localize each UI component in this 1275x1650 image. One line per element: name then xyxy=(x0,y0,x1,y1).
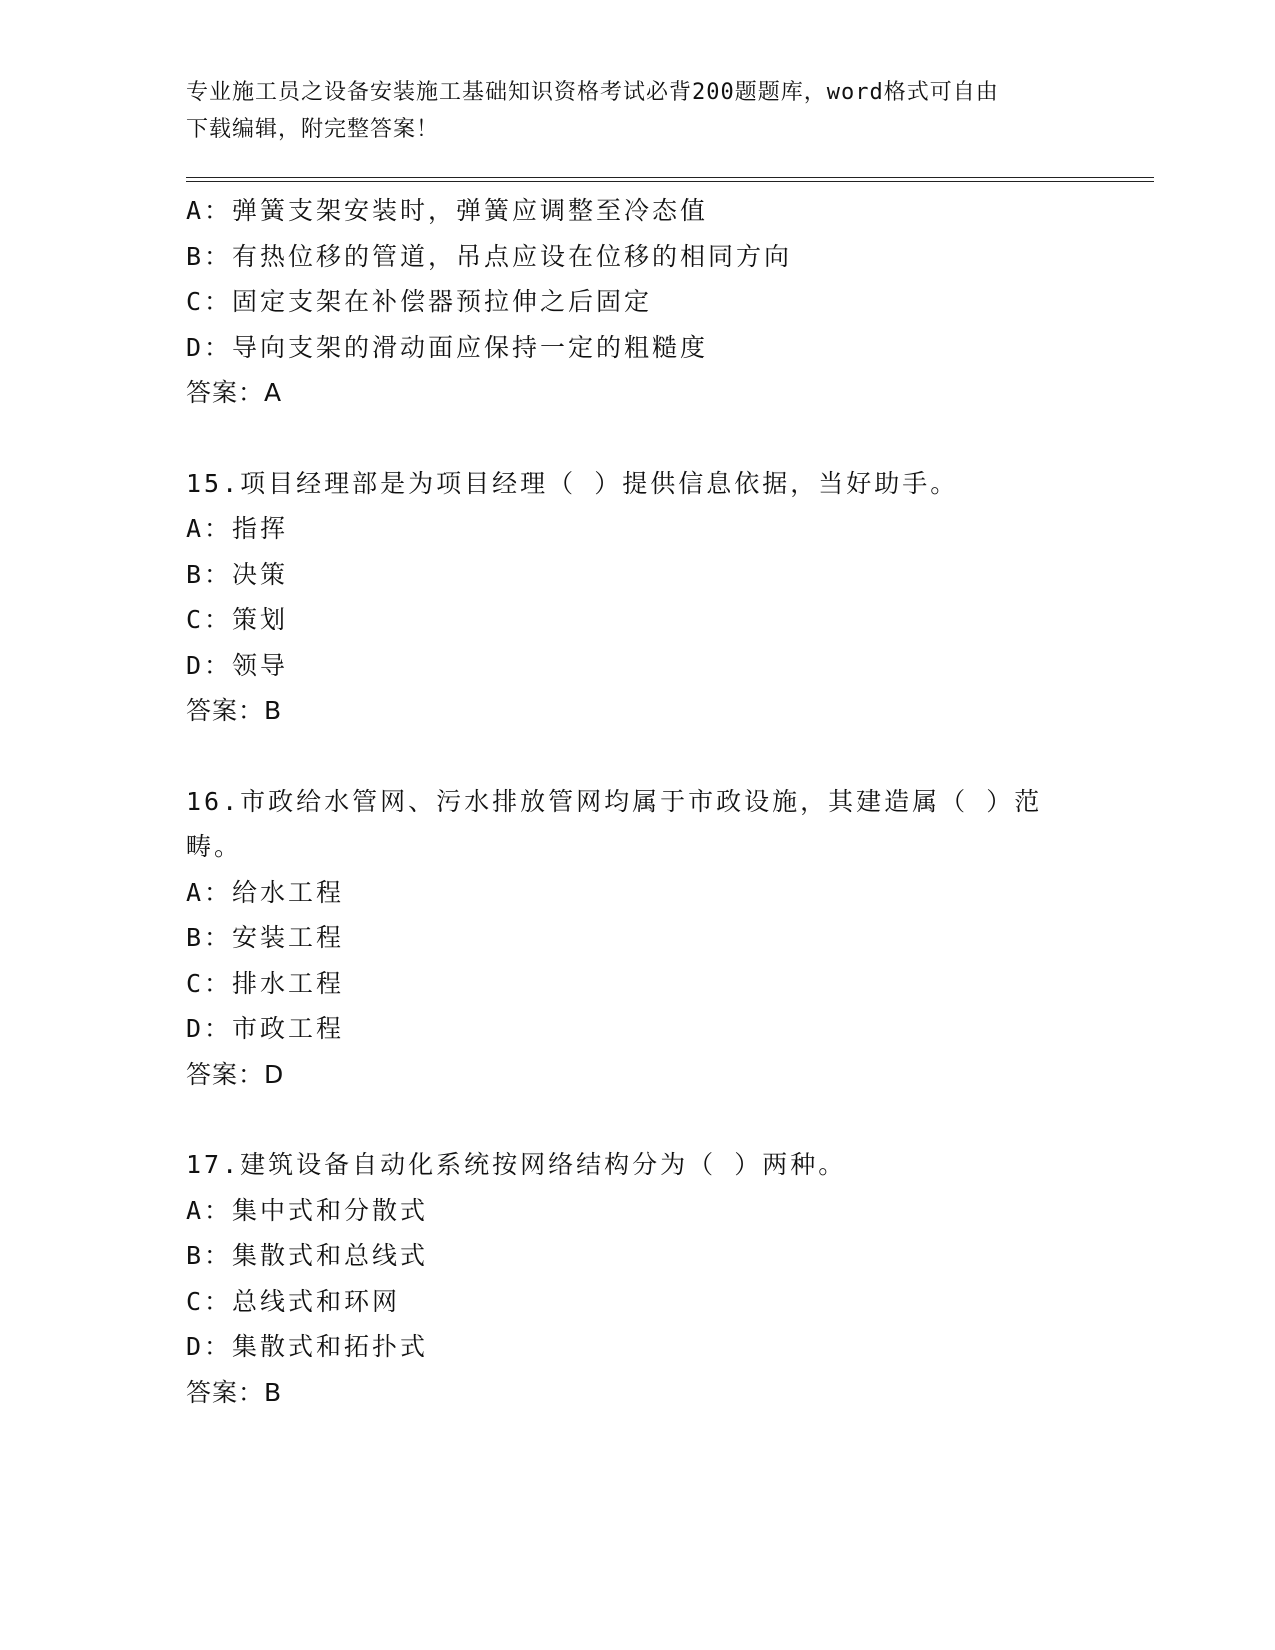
option-b: B：决策 xyxy=(186,559,289,589)
question-stem: 15.项目经理部是为项目经理（ ）提供信息依据，当好助手。 xyxy=(186,468,959,498)
question-stem: 16.市政给水管网、污水排放管网均属于市政设施，其建造属（ ）范 xyxy=(186,786,1043,816)
option-a: A：指挥 xyxy=(186,514,289,543)
option-c: C：总线式和环网 xyxy=(186,1286,401,1316)
option-a: A：集中式和分散式 xyxy=(186,1195,429,1225)
option-d: D：集散式和拓扑式 xyxy=(186,1332,429,1361)
option-b: B：安装工程 xyxy=(186,923,345,952)
question-stem: 17.建筑设备自动化系统按网络结构分为（ ）两种。 xyxy=(186,1150,847,1179)
option-b: B：集散式和总线式 xyxy=(186,1241,429,1270)
option-c: C：策划 xyxy=(186,605,289,634)
document-body xyxy=(186,188,1086,1415)
option-d: D：市政工程 xyxy=(186,1014,345,1043)
option-c: C：排水工程 xyxy=(186,968,345,998)
answer: 答案：B xyxy=(186,1377,283,1407)
option-c: C：固定支架在补偿器预拉伸之后固定 xyxy=(186,287,653,316)
option-b: B：有热位移的管道，吊点应设在位移的相同方向 xyxy=(186,241,793,271)
question-17 xyxy=(186,1142,1086,1415)
header-line-1: 专业施工员之设备安装施工基础知识资格考试必背200题题库，word格式可自由 xyxy=(186,80,999,105)
header-divider xyxy=(186,177,1154,182)
option-d: D：导向支架的滑动面应保持一定的粗糙度 xyxy=(186,332,709,362)
option-d: D：领导 xyxy=(186,650,289,680)
header-line-2: 下载编辑，附完整答案！ xyxy=(186,117,440,142)
option-a: A：弹簧支架安装时，弹簧应调整至冷态值 xyxy=(186,196,709,225)
answer: 答案：B xyxy=(186,696,283,725)
question-16 xyxy=(186,779,1086,1098)
option-a: A：给水工程 xyxy=(186,877,345,907)
question-14-partial xyxy=(186,188,1086,416)
answer: 答案：D xyxy=(186,1059,285,1089)
document-header xyxy=(186,74,1086,148)
question-15 xyxy=(186,461,1086,734)
answer: 答案：A xyxy=(186,378,283,407)
question-stem-continued: 畴。 xyxy=(186,832,243,861)
